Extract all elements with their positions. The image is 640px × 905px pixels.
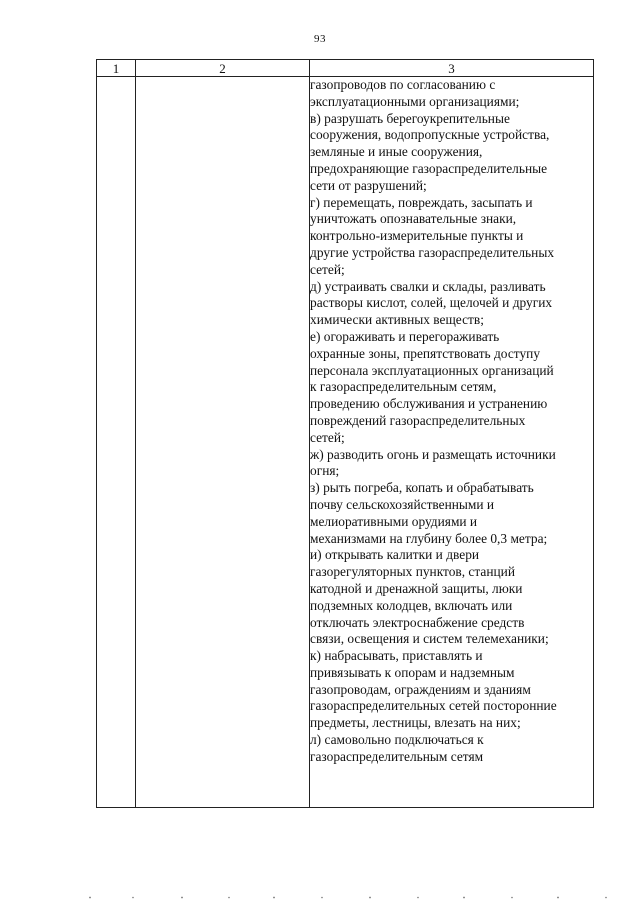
text-line: сети от разрушений; bbox=[310, 177, 427, 193]
text-line: огня; bbox=[310, 463, 340, 479]
text-line: земляные и иные сооружения, bbox=[310, 144, 483, 160]
text-line: катодной и дренажной защиты, люки bbox=[310, 580, 523, 596]
text-line: газопроводов по согласованию с bbox=[310, 77, 496, 92]
text-line: контрольно-измерительные пункты и bbox=[310, 228, 524, 244]
text-line: механизмами на глубину более 0,3 метра; bbox=[310, 530, 548, 546]
text-line: привязывать к опорам и надземным bbox=[310, 664, 515, 680]
text-line: л) самовольно подключаться к bbox=[310, 732, 484, 748]
text-line: д) устраивать свалки и склады, разливать bbox=[310, 278, 546, 294]
text-line: газораспределительных сетей посторонние bbox=[310, 698, 557, 714]
text-line: сетей; bbox=[310, 429, 345, 445]
text-line: сооружения, водопропускные устройства, bbox=[310, 127, 550, 143]
text-line: отключать электроснабжение средств bbox=[310, 614, 525, 630]
text-line: химически активных веществ; bbox=[310, 312, 484, 328]
document-table bbox=[96, 59, 594, 808]
text-line: сетей; bbox=[310, 261, 345, 277]
scan-artifact-dots bbox=[84, 896, 614, 899]
text-line: мелиоративными орудиями и bbox=[310, 513, 478, 529]
text-line: почву сельскохозяйственными и bbox=[310, 496, 495, 512]
table-header-row bbox=[97, 60, 594, 77]
text-line: е) огораживать и перегораживать bbox=[310, 328, 500, 344]
column-2-cell bbox=[136, 77, 310, 808]
text-line: проведению обслуживания и устранению bbox=[310, 396, 548, 412]
text-line: предохраняющие газораспределительные bbox=[310, 160, 548, 176]
text-line: газопроводам, ограждениям и зданиям bbox=[310, 681, 531, 697]
text-line: к) набрасывать, приставлять и bbox=[310, 648, 483, 664]
column-header-2: 2 bbox=[136, 60, 310, 77]
text-line: охранные зоны, препятствовать доступу bbox=[310, 345, 541, 361]
column-3-cell bbox=[310, 77, 594, 808]
text-line: связи, освещения и систем телемеханики; bbox=[310, 631, 549, 647]
text-line: персонала эксплуатационных организаций bbox=[310, 362, 554, 378]
column-header-3: 3 bbox=[310, 60, 594, 77]
column-3-text bbox=[310, 77, 593, 766]
text-line: газораспределительным сетям bbox=[310, 748, 484, 764]
text-line: другие устройства газораспределительных bbox=[310, 244, 555, 260]
table-row bbox=[97, 77, 594, 808]
text-line: растворы кислот, солей, щелочей и других bbox=[310, 295, 553, 311]
text-line: предметы, лестницы, влезать на них; bbox=[310, 715, 521, 731]
text-line: г) перемещать, повреждать, засыпать и bbox=[310, 194, 533, 210]
column-1-cell bbox=[97, 77, 136, 808]
text-line: газорегуляторных пунктов, станций bbox=[310, 564, 516, 580]
text-line: ж) разводить огонь и размещать источники bbox=[310, 446, 556, 462]
text-line: подземных колодцев, включать или bbox=[310, 597, 513, 613]
text-line: эксплуатационными организациями; bbox=[310, 93, 520, 109]
text-line: и) открывать калитки и двери bbox=[310, 547, 480, 563]
page-number: 93 bbox=[314, 33, 326, 45]
text-line: уничтожать опознавательные знаки, bbox=[310, 211, 517, 227]
text-line: в) разрушать берегоукрепительные bbox=[310, 110, 510, 126]
column-header-1: 1 bbox=[97, 60, 136, 77]
text-line: з) рыть погреба, копать и обрабатывать bbox=[310, 480, 534, 496]
text-line: повреждений газораспределительных bbox=[310, 412, 526, 428]
text-line: к газораспределительным сетям, bbox=[310, 379, 497, 395]
